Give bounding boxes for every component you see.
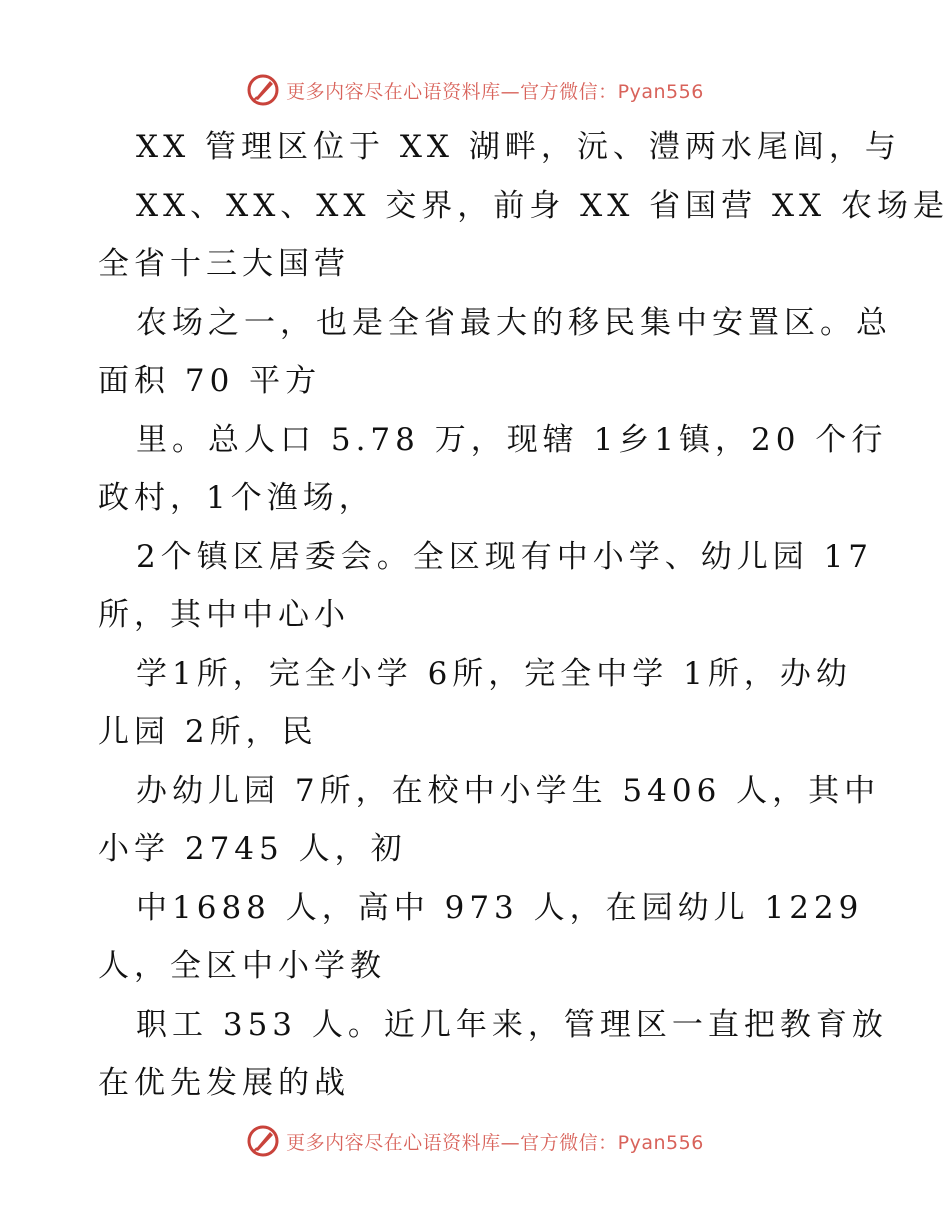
text-line: 职工 353 人。近几年来，管理区一直把教育放 <box>136 1006 888 1043</box>
text-line: 学1所，完全小学 6所，完全中学 1所，办幼 <box>136 655 852 692</box>
text-line: 面积 70 平方 <box>98 363 322 399</box>
text-line: 所，其中中心小 <box>98 597 350 633</box>
text-line: 办幼儿园 7所，在校中小学生 5406 人，其中 <box>136 772 881 809</box>
text-line: 在优先发展的战 <box>98 1065 350 1101</box>
text-line: 中1688 人，高中 973 人，在园幼儿 1229 <box>136 889 864 926</box>
quill-logo-icon <box>246 73 280 107</box>
text-line: 儿园 2所，民 <box>98 714 318 750</box>
document-body <box>98 118 949 1113</box>
quill-logo-icon <box>246 1124 280 1158</box>
text-line: 全省十三大国营 <box>98 246 350 282</box>
text-line: XX、XX、XX 交界，前身 XX 省国营 XX 农场是 <box>136 187 949 224</box>
text-line: 农场之一，也是全省最大的移民集中安置区。总 <box>136 304 892 341</box>
watermark-text: 更多内容尽在心语资料库—官方微信：Pyan556 <box>286 80 704 103</box>
text-line: XX 管理区位于 XX 湖畔，沅、澧两水尾闾，与 <box>136 129 901 165</box>
text-line: 人，全区中小学教 <box>98 948 386 984</box>
text-line: 2个镇区居委会。全区现有中小学、幼儿园 17 <box>136 538 874 575</box>
watermark-text: 更多内容尽在心语资料库—官方微信：Pyan556 <box>286 1131 704 1154</box>
text-line: 政村，1个渔场， <box>98 480 375 516</box>
text-line: 小学 2745 人，初 <box>98 831 407 867</box>
text-line: 里。总人口 5.78 万，现辖 1乡1镇，20 个行 <box>136 421 888 458</box>
footer-watermark <box>0 1121 950 1161</box>
header-watermark <box>0 70 950 110</box>
